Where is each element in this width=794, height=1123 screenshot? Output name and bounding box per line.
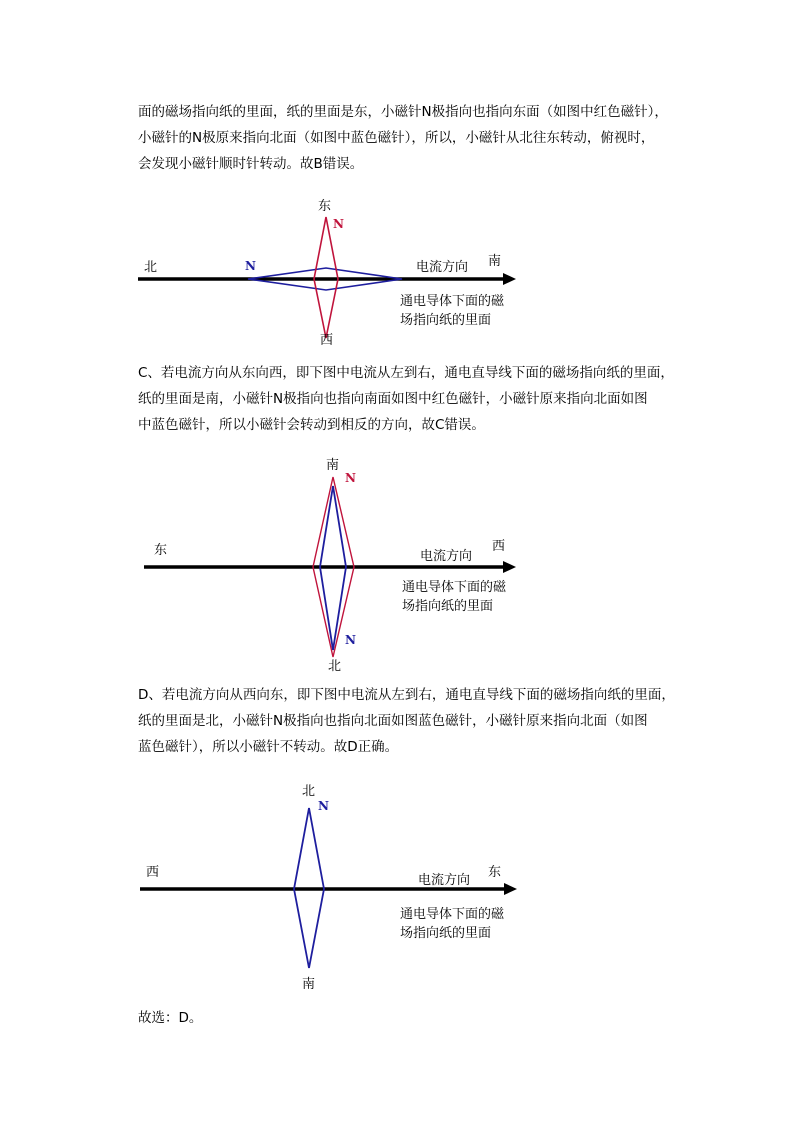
label-note-1: 通电导体下面的磁 [402,580,507,595]
label-left: 西 [146,865,160,880]
arrow-head [503,273,516,285]
text-line: 蓝色磁针），所以小磁针不转动。故D正确。 [138,739,399,755]
paragraph-d [138,682,708,760]
paragraph-b [138,99,708,177]
text-line: 纸的里面是南，小磁针N极指向也指向南面如图中红色磁针，小磁针原来指向北面如图 [138,391,648,407]
text-line: 面的磁场指向纸的里面，纸的里面是东，小磁针N极指向也指向东面（如图中红色磁针）， [138,104,668,120]
figure-1 [0,190,794,355]
label-note-1: 通电导体下面的磁 [400,294,505,309]
label-left: 北 [144,260,158,275]
label-note-2: 场指向纸的里面 [400,313,492,328]
label-top: 南 [326,458,340,473]
label-right: 东 [488,865,502,880]
label-top: 北 [302,784,316,799]
text-line: 会发现小磁针顺时针转动。故B错误。 [138,156,364,172]
paragraph-c [138,360,708,438]
text-line: 纸的里面是北，小磁针N极指向也指向北面如图蓝色磁针，小磁针原来指向北面（如图 [138,713,648,729]
label-current: 电流方向 [416,260,469,275]
text-line: D、若电流方向从西向东，即下图中电流从左到右，通电直导线下面的磁场指向纸的里面， [138,687,675,703]
label-right: 南 [488,254,502,269]
label-note-1: 通电导体下面的磁 [400,907,505,922]
label-n-red: N [333,217,344,231]
label-left: 东 [154,543,168,558]
answer-line [138,1005,708,1031]
text-line: 小磁针的N极原来指向北面（如图中蓝色磁针），所以，小磁针从北往东转动，俯视时， [138,130,655,146]
label-note-2: 场指向纸的里面 [400,926,492,941]
label-current: 电流方向 [420,549,473,564]
label-right: 西 [492,539,506,554]
text-line: C、若电流方向从东向西，即下图中电流从左到右，通电直导线下面的磁场指向纸的里面， [138,365,674,381]
label-bottom: 西 [320,333,334,348]
text-line: 中蓝色磁针，所以小磁针会转动到相反的方向，故C错误。 [138,417,485,433]
label-n-blue: N [245,259,256,273]
arrow-head [503,561,516,573]
label-top: 东 [318,199,332,214]
label-n-blue: N [345,633,356,647]
label-n-red: N [345,471,356,485]
figure-2 [0,450,794,675]
label-bottom: 南 [302,977,316,992]
answer-text: 故选：D。 [138,1010,203,1026]
arrow-head [504,883,517,895]
label-note-2: 场指向纸的里面 [402,599,494,614]
label-n-blue: N [318,799,329,813]
label-current: 电流方向 [418,873,471,888]
figure-3 [0,775,794,995]
label-bottom: 北 [328,659,342,674]
